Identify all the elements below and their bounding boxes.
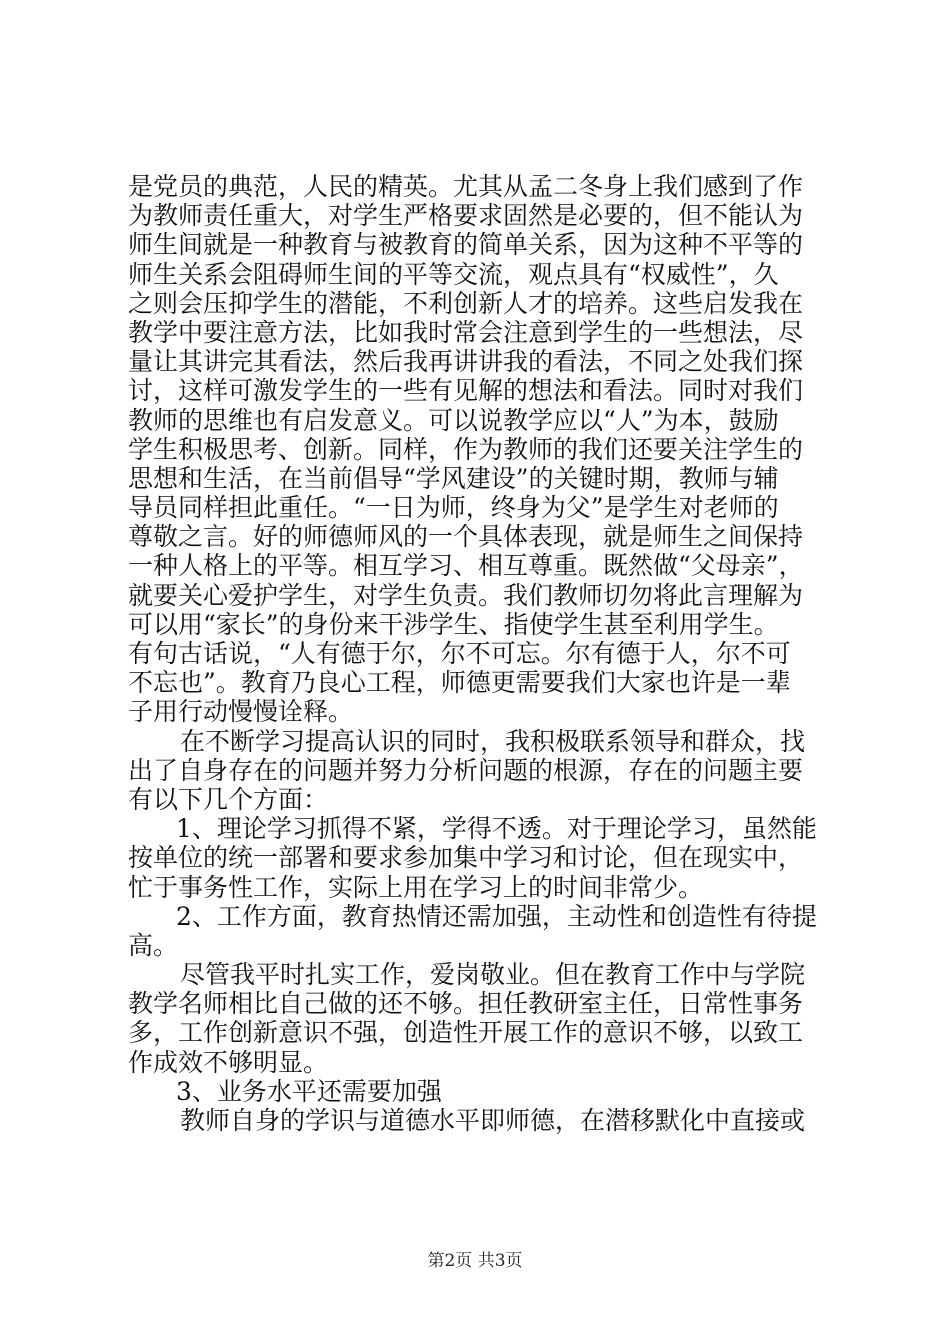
body-line: 是党员的典范，人民的精英。尤其从孟二冬身上我们感到了作: [128, 172, 804, 201]
body-line: 师生间就是一种教育与被教育的简单关系，因为这种不平等的: [128, 230, 804, 260]
body-line: 思想和生活，在当前倡导“学风建设”的关键时期，教师与辅: [128, 463, 779, 493]
body-line: 可以用“家长”的身份来干涉学生、指使学生甚至利用学生。: [128, 609, 779, 639]
paragraph-start-line: 教师自身的学识与道德水平即师德，在潜移默化中直接或: [180, 1106, 806, 1135]
body-line: 高。: [128, 930, 179, 960]
paragraph-start-line: 尽管我平时扎实工作，爱岗敬业。但在教育工作中与学院: [180, 960, 806, 990]
body-line: 就要关心爱护学生，对学生负责。我们教师切勿将此言理解为: [128, 580, 804, 610]
document-body: [128, 172, 838, 1135]
body-line: 量让其讲完其看法，然后我再讲讲我的看法，不同之处我们探: [128, 347, 804, 377]
body-line: 忙于事务性工作，实际上用在学习上的时间非常少。: [128, 872, 704, 902]
body-line: 为教师责任重大，对学生严格要求固然是必要的，但不能认为: [128, 201, 804, 231]
list-item-3-line: 3、业务水平还需要加强: [176, 1076, 442, 1106]
body-line: 按单位的统一部署和要求参加集中学习和讨论，但在现实中，: [128, 843, 804, 873]
body-line: 教师的思维也有启发意义。可以说教学应以“人”为本，鼓励: [128, 405, 779, 435]
body-line: 有句古话说，“人有德于尔，尔不可忘。尔有德于人，尔不可: [128, 639, 791, 668]
body-line: 出了自身存在的问题并努力分析问题的根源，存在的问题主要: [128, 755, 804, 785]
body-line: 尊敬之言。好的师德师风的一个具体表现，就是师生之间保持: [128, 522, 804, 552]
body-line: 不忘也”。教育乃良心工程，师德更需要我们大家也许是一辈: [128, 668, 791, 698]
body-line: 讨，这样可激发学生的一些有见解的想法和看法。同时对我们: [128, 376, 804, 406]
body-line: 作成效不够明显。: [128, 1047, 329, 1077]
body-line: 导员同样担此重任。“一日为师，终身为父”是学生对老师的: [128, 493, 779, 523]
body-line: 多，工作创新意识不强，创造性开展工作的意识不够，以致工: [128, 1018, 804, 1048]
body-line: 教学名师相比自己做的还不够。担任教研室主任，日常性事务: [128, 989, 804, 1019]
body-line: 子用行动慢慢诠释。: [128, 697, 354, 727]
body-line: 有以下几个方面：: [128, 784, 329, 814]
page-footer: [0, 1246, 950, 1271]
list-item-2-line: 2、工作方面，教育热情还需加强，主动性和创造性有待提: [176, 901, 817, 931]
body-line: 一种人格上的平等。相互学习、相互尊重。既然做“父母亲”，: [128, 551, 804, 581]
body-line: 之则会压抑学生的潜能，不利创新人才的培养。这些启发我在: [128, 288, 804, 318]
page-number: 第2页 共3页: [427, 1251, 523, 1271]
list-item-1-line: 1、理论学习抓得不紧，学得不透。对于理论学习，虽然能: [176, 814, 817, 844]
body-line: 学生积极思考、创新。同样，作为教师的我们还要关注学生的: [128, 434, 804, 464]
body-line: 师生关系会阻碍师生间的平等交流，观点具有“权威性”，久: [128, 259, 779, 289]
body-line: 教学中要注意方法，比如我时常会注意到学生的一些想法，尽: [128, 317, 804, 347]
paragraph-start-line: 在不断学习提高认识的同时，我积极联系领导和群众，找: [180, 726, 806, 756]
